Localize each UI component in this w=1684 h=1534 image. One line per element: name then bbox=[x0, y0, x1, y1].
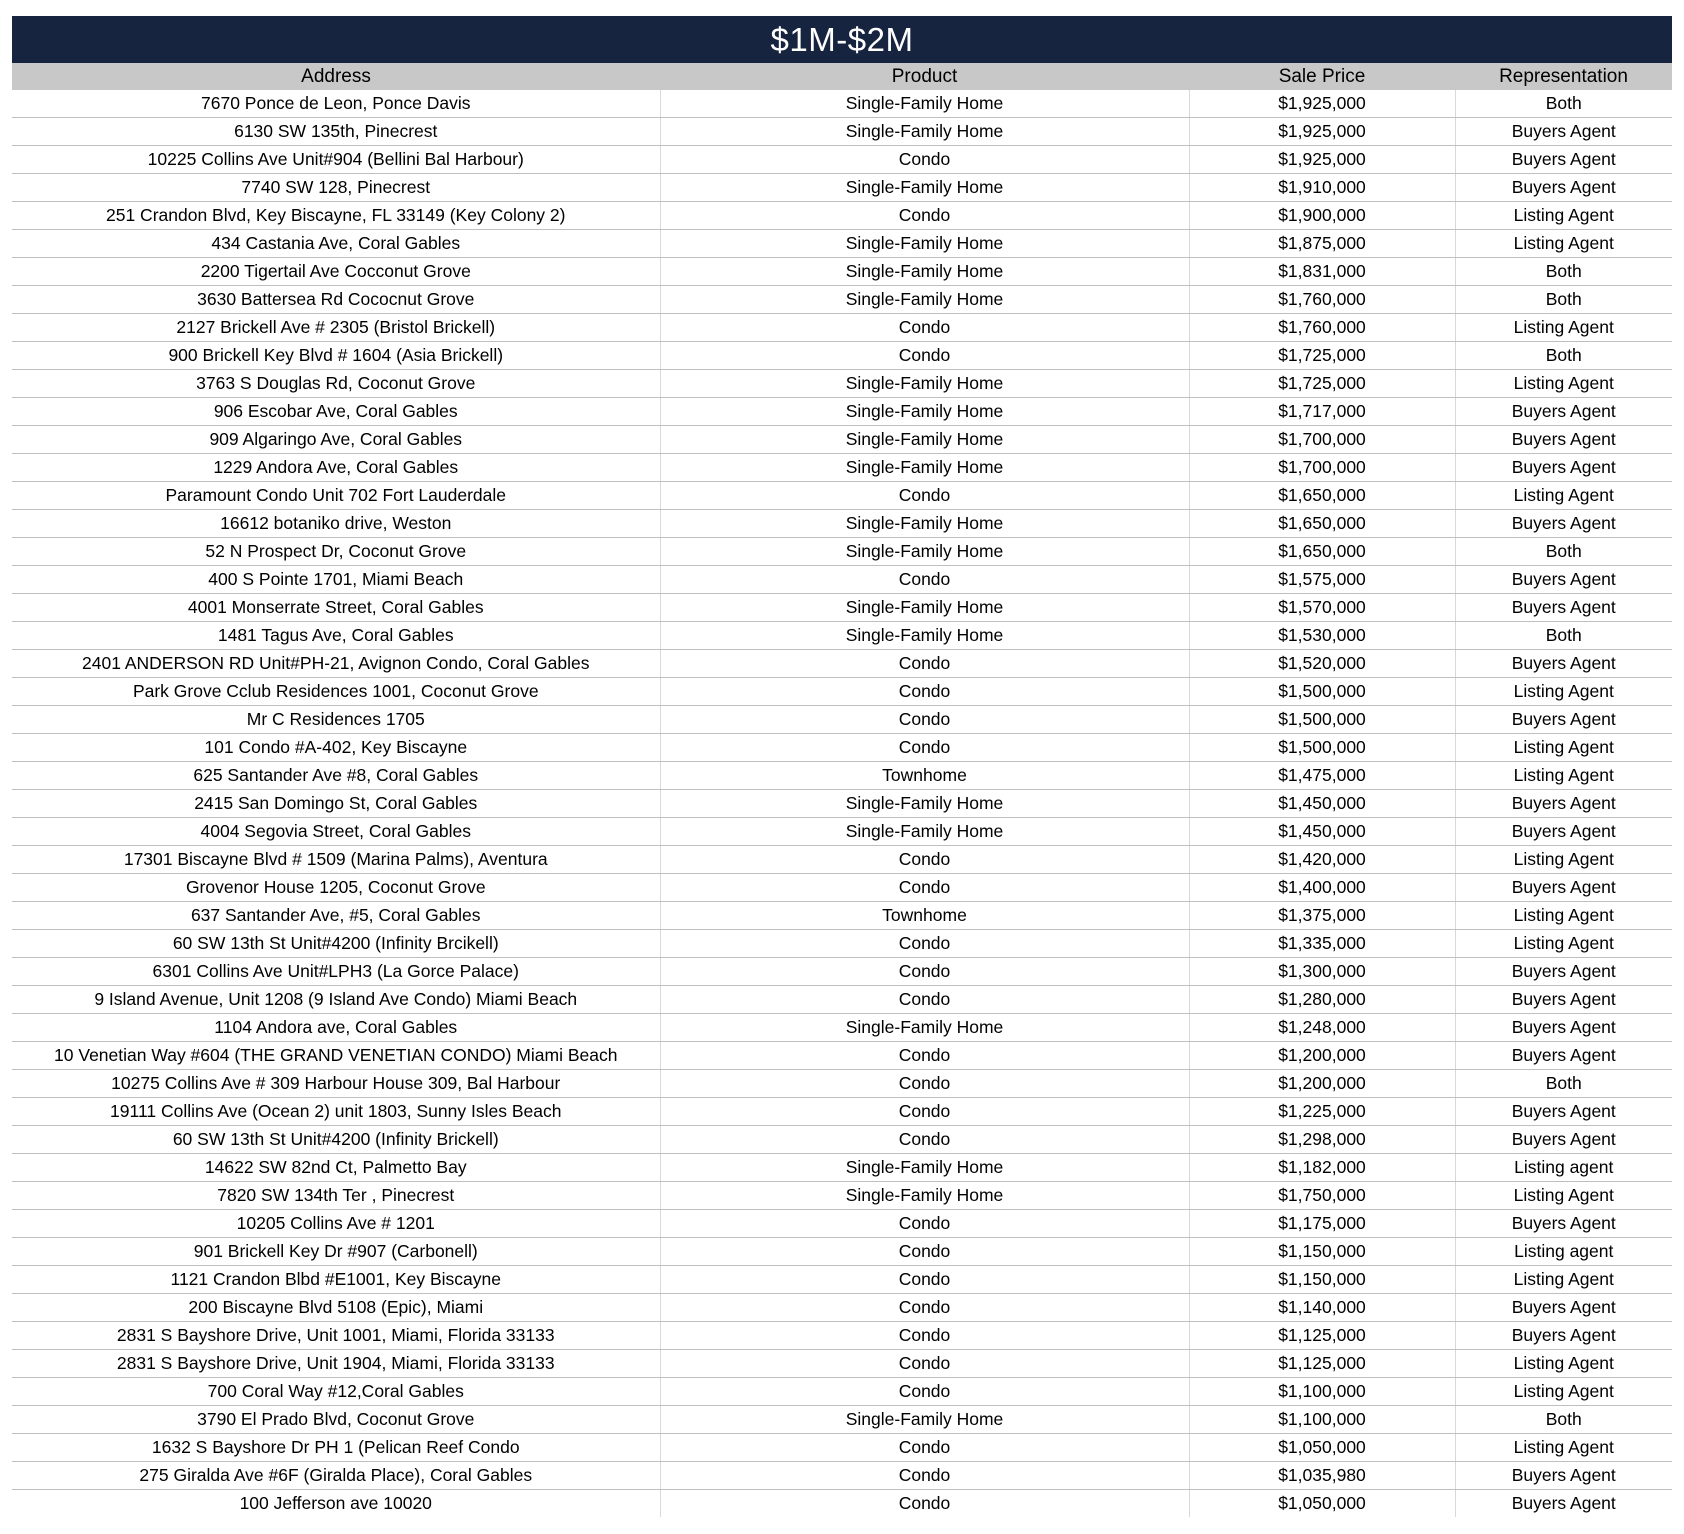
table-row bbox=[12, 454, 1672, 482]
cell-sale-price: $1,335,000 bbox=[1189, 930, 1455, 958]
cell-representation: Buyers Agent bbox=[1455, 146, 1672, 174]
cell-sale-price: $1,125,000 bbox=[1189, 1322, 1455, 1350]
cell-representation: Buyers Agent bbox=[1455, 510, 1672, 538]
table-row bbox=[12, 1378, 1672, 1406]
cell-sale-price: $1,700,000 bbox=[1189, 454, 1455, 482]
table-row bbox=[12, 1070, 1672, 1098]
cell-address: 6301 Collins Ave Unit#LPH3 (La Gorce Palace) bbox=[12, 958, 660, 986]
cell-product: Condo bbox=[660, 1126, 1189, 1154]
cell-product: Townhome bbox=[660, 762, 1189, 790]
table-row bbox=[12, 650, 1672, 678]
cell-representation: Listing agent bbox=[1455, 1154, 1672, 1182]
column-header-address: Address bbox=[12, 63, 660, 90]
cell-address: Park Grove Cclub Residences 1001, Coconut Grove bbox=[12, 678, 660, 706]
table-row bbox=[12, 1098, 1672, 1126]
table-row bbox=[12, 762, 1672, 790]
cell-product: Single-Family Home bbox=[660, 1182, 1189, 1210]
table-row bbox=[12, 846, 1672, 874]
cell-product: Single-Family Home bbox=[660, 538, 1189, 566]
cell-product: Condo bbox=[660, 1434, 1189, 1462]
cell-address: 6130 SW 135th, Pinecrest bbox=[12, 118, 660, 146]
cell-representation: Buyers Agent bbox=[1455, 1098, 1672, 1126]
cell-product: Condo bbox=[660, 482, 1189, 510]
cell-sale-price: $1,300,000 bbox=[1189, 958, 1455, 986]
cell-sale-price: $1,925,000 bbox=[1189, 90, 1455, 118]
table-row bbox=[12, 1406, 1672, 1434]
cell-product: Townhome bbox=[660, 902, 1189, 930]
cell-product: Single-Family Home bbox=[660, 594, 1189, 622]
cell-address: 2415 San Domingo St, Coral Gables bbox=[12, 790, 660, 818]
table-row bbox=[12, 90, 1672, 118]
cell-product: Condo bbox=[660, 566, 1189, 594]
cell-representation: Listing Agent bbox=[1455, 1434, 1672, 1462]
table-row bbox=[12, 510, 1672, 538]
cell-representation: Listing Agent bbox=[1455, 930, 1672, 958]
cell-address: 16612 botaniko drive, Weston bbox=[12, 510, 660, 538]
table-row bbox=[12, 790, 1672, 818]
cell-representation: Buyers Agent bbox=[1455, 1042, 1672, 1070]
cell-product: Condo bbox=[660, 1266, 1189, 1294]
cell-address: 10275 Collins Ave # 309 Harbour House 309, Bal Harbour bbox=[12, 1070, 660, 1098]
cell-address: 251 Crandon Blvd, Key Biscayne, FL 33149 (Key Colony 2) bbox=[12, 202, 660, 230]
cell-representation: Buyers Agent bbox=[1455, 1014, 1672, 1042]
cell-sale-price: $1,725,000 bbox=[1189, 342, 1455, 370]
cell-address: 10 Venetian Way #604 (THE GRAND VENETIAN CONDO) Miami Beach bbox=[12, 1042, 660, 1070]
cell-address: 275 Giralda Ave #6F (Giralda Place), Coral Gables bbox=[12, 1462, 660, 1490]
cell-representation: Buyers Agent bbox=[1455, 706, 1672, 734]
cell-address: 1104 Andora ave, Coral Gables bbox=[12, 1014, 660, 1042]
table-row bbox=[12, 678, 1672, 706]
cell-representation: Buyers Agent bbox=[1455, 594, 1672, 622]
cell-product: Condo bbox=[660, 1098, 1189, 1126]
table-row bbox=[12, 286, 1672, 314]
cell-sale-price: $1,831,000 bbox=[1189, 258, 1455, 286]
cell-product: Single-Family Home bbox=[660, 398, 1189, 426]
cell-sale-price: $1,760,000 bbox=[1189, 286, 1455, 314]
cell-product: Condo bbox=[660, 930, 1189, 958]
cell-representation: Listing Agent bbox=[1455, 1266, 1672, 1294]
cell-product: Condo bbox=[660, 1070, 1189, 1098]
cell-product: Condo bbox=[660, 202, 1189, 230]
cell-sale-price: $1,700,000 bbox=[1189, 426, 1455, 454]
cell-address: 10205 Collins Ave # 1201 bbox=[12, 1210, 660, 1238]
cell-representation: Both bbox=[1455, 1070, 1672, 1098]
cell-sale-price: $1,100,000 bbox=[1189, 1378, 1455, 1406]
table-row bbox=[12, 426, 1672, 454]
cell-representation: Listing Agent bbox=[1455, 1350, 1672, 1378]
cell-product: Condo bbox=[660, 1210, 1189, 1238]
cell-sale-price: $1,900,000 bbox=[1189, 202, 1455, 230]
cell-product: Condo bbox=[660, 986, 1189, 1014]
cell-sale-price: $1,420,000 bbox=[1189, 846, 1455, 874]
cell-product: Condo bbox=[660, 734, 1189, 762]
cell-sale-price: $1,050,000 bbox=[1189, 1434, 1455, 1462]
cell-representation: Listing Agent bbox=[1455, 370, 1672, 398]
cell-address: 4004 Segovia Street, Coral Gables bbox=[12, 818, 660, 846]
cell-representation: Buyers Agent bbox=[1455, 1210, 1672, 1238]
cell-sale-price: $1,225,000 bbox=[1189, 1098, 1455, 1126]
cell-address: 2401 ANDERSON RD Unit#PH-21, Avignon Condo, Coral Gables bbox=[12, 650, 660, 678]
cell-representation: Buyers Agent bbox=[1455, 118, 1672, 146]
cell-product: Single-Family Home bbox=[660, 90, 1189, 118]
table-row bbox=[12, 342, 1672, 370]
table-row bbox=[12, 314, 1672, 342]
cell-product: Condo bbox=[660, 846, 1189, 874]
cell-address: 906 Escobar Ave, Coral Gables bbox=[12, 398, 660, 426]
cell-address: 4001 Monserrate Street, Coral Gables bbox=[12, 594, 660, 622]
cell-sale-price: $1,200,000 bbox=[1189, 1042, 1455, 1070]
cell-product: Single-Family Home bbox=[660, 426, 1189, 454]
table-row bbox=[12, 594, 1672, 622]
cell-representation: Listing Agent bbox=[1455, 678, 1672, 706]
cell-sale-price: $1,500,000 bbox=[1189, 734, 1455, 762]
table-row bbox=[12, 1490, 1672, 1518]
cell-product: Condo bbox=[660, 1238, 1189, 1266]
cell-sale-price: $1,125,000 bbox=[1189, 1350, 1455, 1378]
cell-address: 10225 Collins Ave Unit#904 (Bellini Bal Harbour) bbox=[12, 146, 660, 174]
cell-sale-price: $1,500,000 bbox=[1189, 678, 1455, 706]
cell-sale-price: $1,175,000 bbox=[1189, 1210, 1455, 1238]
cell-product: Condo bbox=[660, 314, 1189, 342]
cell-product: Condo bbox=[660, 1462, 1189, 1490]
cell-representation: Listing Agent bbox=[1455, 1182, 1672, 1210]
cell-address: 909 Algaringo Ave, Coral Gables bbox=[12, 426, 660, 454]
cell-address: 19111 Collins Ave (Ocean 2) unit 1803, Sunny Isles Beach bbox=[12, 1098, 660, 1126]
cell-address: 900 Brickell Key Blvd # 1604 (Asia Brickell) bbox=[12, 342, 660, 370]
cell-address: 2127 Brickell Ave # 2305 (Bristol Brickell) bbox=[12, 314, 660, 342]
cell-representation: Listing Agent bbox=[1455, 846, 1672, 874]
cell-address: 637 Santander Ave, #5, Coral Gables bbox=[12, 902, 660, 930]
cell-sale-price: $1,450,000 bbox=[1189, 818, 1455, 846]
cell-sale-price: $1,650,000 bbox=[1189, 510, 1455, 538]
cell-address: 625 Santander Ave #8, Coral Gables bbox=[12, 762, 660, 790]
table-row bbox=[12, 1042, 1672, 1070]
table-row bbox=[12, 902, 1672, 930]
cell-sale-price: $1,717,000 bbox=[1189, 398, 1455, 426]
cell-sale-price: $1,875,000 bbox=[1189, 230, 1455, 258]
table-row bbox=[12, 1350, 1672, 1378]
cell-address: 2200 Tigertail Ave Cocconut Grove bbox=[12, 258, 660, 286]
cell-address: 14622 SW 82nd Ct, Palmetto Bay bbox=[12, 1154, 660, 1182]
cell-representation: Both bbox=[1455, 286, 1672, 314]
cell-sale-price: $1,760,000 bbox=[1189, 314, 1455, 342]
cell-address: 7670 Ponce de Leon, Ponce Davis bbox=[12, 90, 660, 118]
cell-representation: Buyers Agent bbox=[1455, 958, 1672, 986]
cell-sale-price: $1,375,000 bbox=[1189, 902, 1455, 930]
cell-product: Single-Family Home bbox=[660, 230, 1189, 258]
cell-product: Condo bbox=[660, 1042, 1189, 1070]
cell-representation: Both bbox=[1455, 342, 1672, 370]
cell-sale-price: $1,575,000 bbox=[1189, 566, 1455, 594]
cell-representation: Buyers Agent bbox=[1455, 1126, 1672, 1154]
cell-sale-price: $1,140,000 bbox=[1189, 1294, 1455, 1322]
cell-product: Condo bbox=[660, 706, 1189, 734]
table-row bbox=[12, 538, 1672, 566]
cell-sale-price: $1,650,000 bbox=[1189, 482, 1455, 510]
header-row bbox=[12, 63, 1672, 90]
cell-sale-price: $1,530,000 bbox=[1189, 622, 1455, 650]
cell-sale-price: $1,570,000 bbox=[1189, 594, 1455, 622]
table-row bbox=[12, 1266, 1672, 1294]
cell-product: Condo bbox=[660, 1378, 1189, 1406]
cell-product: Single-Family Home bbox=[660, 510, 1189, 538]
cell-sale-price: $1,910,000 bbox=[1189, 174, 1455, 202]
cell-representation: Both bbox=[1455, 258, 1672, 286]
table-row bbox=[12, 706, 1672, 734]
cell-product: Condo bbox=[660, 1350, 1189, 1378]
cell-product: Single-Family Home bbox=[660, 818, 1189, 846]
cell-product: Single-Family Home bbox=[660, 454, 1189, 482]
cell-representation: Buyers Agent bbox=[1455, 426, 1672, 454]
table-row bbox=[12, 118, 1672, 146]
table-row bbox=[12, 146, 1672, 174]
cell-sale-price: $1,650,000 bbox=[1189, 538, 1455, 566]
table-row bbox=[12, 230, 1672, 258]
cell-address: 17301 Biscayne Blvd # 1509 (Marina Palms), Aventura bbox=[12, 846, 660, 874]
table-row bbox=[12, 1182, 1672, 1210]
cell-sale-price: $1,100,000 bbox=[1189, 1406, 1455, 1434]
cell-product: Condo bbox=[660, 958, 1189, 986]
table-row bbox=[12, 174, 1672, 202]
cell-address: 1229 Andora Ave, Coral Gables bbox=[12, 454, 660, 482]
cell-sale-price: $1,182,000 bbox=[1189, 1154, 1455, 1182]
cell-representation: Buyers Agent bbox=[1455, 1294, 1672, 1322]
cell-product: Condo bbox=[660, 650, 1189, 678]
cell-sale-price: $1,450,000 bbox=[1189, 790, 1455, 818]
cell-address: 3790 El Prado Blvd, Coconut Grove bbox=[12, 1406, 660, 1434]
cell-sale-price: $1,050,000 bbox=[1189, 1490, 1455, 1518]
table-row bbox=[12, 930, 1672, 958]
cell-sale-price: $1,520,000 bbox=[1189, 650, 1455, 678]
cell-representation: Listing Agent bbox=[1455, 230, 1672, 258]
cell-representation: Buyers Agent bbox=[1455, 1322, 1672, 1350]
cell-sale-price: $1,500,000 bbox=[1189, 706, 1455, 734]
cell-product: Condo bbox=[660, 1490, 1189, 1518]
table-row bbox=[12, 818, 1672, 846]
table-row bbox=[12, 874, 1672, 902]
cell-representation: Buyers Agent bbox=[1511, 1493, 1616, 1513]
column-header-representation: Representation bbox=[1455, 63, 1672, 90]
table-row bbox=[12, 958, 1672, 986]
cell-product: Single-Family Home bbox=[660, 1014, 1189, 1042]
cell-address: 100 Jefferson ave 10020 bbox=[12, 1490, 660, 1518]
table-row bbox=[12, 1126, 1672, 1154]
cell-representation: Listing Agent bbox=[1455, 482, 1672, 510]
cell-sale-price: $1,280,000 bbox=[1189, 986, 1455, 1014]
table-row bbox=[12, 482, 1672, 510]
cell-representation: Buyers Agent bbox=[1455, 874, 1672, 902]
cell-address: 101 Condo #A-402, Key Biscayne bbox=[12, 734, 660, 762]
cell-product: Single-Family Home bbox=[660, 1406, 1189, 1434]
cell-representation: Listing Agent bbox=[1455, 1378, 1672, 1406]
cell-product: Condo bbox=[660, 874, 1189, 902]
cell-product: Single-Family Home bbox=[660, 174, 1189, 202]
cell-representation: Buyers Agent bbox=[1455, 986, 1672, 1014]
cell-address: Mr C Residences 1705 bbox=[12, 706, 660, 734]
cell-address: Paramount Condo Unit 702 Fort Lauderdale bbox=[12, 482, 660, 510]
table-row bbox=[12, 1434, 1672, 1462]
cell-address: 52 N Prospect Dr, Coconut Grove bbox=[12, 538, 660, 566]
cell-sale-price: $1,925,000 bbox=[1189, 118, 1455, 146]
cell-sale-price: $1,725,000 bbox=[1189, 370, 1455, 398]
cell-representation: Buyers Agent bbox=[1455, 818, 1672, 846]
table-row bbox=[12, 370, 1672, 398]
cell-sale-price: $1,150,000 bbox=[1189, 1238, 1455, 1266]
cell-product: Single-Family Home bbox=[660, 790, 1189, 818]
table-row bbox=[12, 1014, 1672, 1042]
table-row bbox=[12, 566, 1672, 594]
cell-representation: Both bbox=[1455, 622, 1672, 650]
table-row bbox=[12, 986, 1672, 1014]
cell-address: 2831 S Bayshore Drive, Unit 1904, Miami, Florida 33133 bbox=[12, 1350, 660, 1378]
cell-sale-price: $1,925,000 bbox=[1189, 146, 1455, 174]
column-header-sale-price: Sale Price bbox=[1189, 63, 1455, 90]
cell-representation: Listing Agent bbox=[1455, 734, 1672, 762]
cell-product: Single-Family Home bbox=[660, 286, 1189, 314]
cell-representation: Buyers Agent bbox=[1455, 454, 1672, 482]
cell-representation: Buyers Agent bbox=[1455, 174, 1672, 202]
table-row bbox=[12, 1462, 1672, 1490]
cell-representation: Listing Agent bbox=[1455, 762, 1672, 790]
cell-address: 9 Island Avenue, Unit 1208 (9 Island Ave Condo) Miami Beach bbox=[12, 986, 660, 1014]
cell-address: 200 Biscayne Blvd 5108 (Epic), Miami bbox=[12, 1294, 660, 1322]
cell-product: Single-Family Home bbox=[660, 118, 1189, 146]
cell-representation: Listing agent bbox=[1455, 1238, 1672, 1266]
cell-product: Condo bbox=[660, 146, 1189, 174]
cell-sale-price: $1,200,000 bbox=[1189, 1070, 1455, 1098]
table-row bbox=[12, 622, 1672, 650]
cell-representation: Listing Agent bbox=[1455, 202, 1672, 230]
cell-representation: Buyers Agent bbox=[1455, 398, 1672, 426]
cell-product: Single-Family Home bbox=[660, 258, 1189, 286]
table-row bbox=[12, 734, 1672, 762]
cell-sale-price: $1,248,000 bbox=[1189, 1014, 1455, 1042]
cell-address: 7820 SW 134th Ter , Pinecrest bbox=[12, 1182, 660, 1210]
cell-sale-price: $1,400,000 bbox=[1189, 874, 1455, 902]
column-header-product: Product bbox=[660, 63, 1189, 90]
cell-representation: Buyers Agent bbox=[1455, 1462, 1672, 1490]
cell-sale-price: $1,298,000 bbox=[1189, 1126, 1455, 1154]
cell-representation: Buyers Agent bbox=[1455, 650, 1672, 678]
cell-address: 1121 Crandon Blbd #E1001, Key Biscayne bbox=[12, 1266, 660, 1294]
cell-product: Single-Family Home bbox=[660, 370, 1189, 398]
cell-representation: Listing Agent bbox=[1455, 902, 1672, 930]
cell-address: 60 SW 13th St Unit#4200 (Infinity Brickell) bbox=[12, 1126, 660, 1154]
table-row bbox=[12, 202, 1672, 230]
cell-address: 400 S Pointe 1701, Miami Beach bbox=[12, 566, 660, 594]
table-row bbox=[12, 258, 1672, 286]
cell-address: 434 Castania Ave, Coral Gables bbox=[12, 230, 660, 258]
cell-product: Single-Family Home bbox=[660, 622, 1189, 650]
table-row bbox=[12, 1154, 1672, 1182]
sheet-title: $1M-$2M bbox=[12, 16, 1672, 63]
cell-sale-price: $1,035,980 bbox=[1189, 1462, 1455, 1490]
cell-address: 2831 S Bayshore Drive, Unit 1001, Miami, Florida 33133 bbox=[12, 1322, 660, 1350]
table-body bbox=[12, 90, 1672, 1517]
cell-address: 700 Coral Way #12,Coral Gables bbox=[12, 1378, 660, 1406]
cell-representation: Listing Agent bbox=[1455, 314, 1672, 342]
cell-address: Grovenor House 1205, Coconut Grove bbox=[12, 874, 660, 902]
cell-sale-price: $1,150,000 bbox=[1189, 1266, 1455, 1294]
cell-address: 3630 Battersea Rd Cococnut Grove bbox=[12, 286, 660, 314]
cell-address: 1632 S Bayshore Dr PH 1 (Pelican Reef Condo bbox=[12, 1434, 660, 1462]
cell-product: Condo bbox=[660, 342, 1189, 370]
cell-sale-price: $1,750,000 bbox=[1189, 1182, 1455, 1210]
cell-product: Single-Family Home bbox=[660, 1154, 1189, 1182]
cell-representation: Both bbox=[1455, 538, 1672, 566]
cell-address: 901 Brickell Key Dr #907 (Carbonell) bbox=[12, 1238, 660, 1266]
cell-product: Condo bbox=[660, 678, 1189, 706]
cell-address: 60 SW 13th St Unit#4200 (Infinity Brcikell) bbox=[12, 930, 660, 958]
sales-table bbox=[12, 63, 1672, 1517]
table-row bbox=[12, 1322, 1672, 1350]
cell-product: Condo bbox=[660, 1294, 1189, 1322]
cell-representation: Both bbox=[1455, 90, 1672, 118]
sales-sheet bbox=[12, 16, 1672, 1517]
cell-address: 1481 Tagus Ave, Coral Gables bbox=[12, 622, 660, 650]
cell-product: Condo bbox=[660, 1322, 1189, 1350]
table-row bbox=[12, 1294, 1672, 1322]
cell-address: 3763 S Douglas Rd, Coconut Grove bbox=[12, 370, 660, 398]
table-row bbox=[12, 1238, 1672, 1266]
cell-address: 7740 SW 128, Pinecrest bbox=[12, 174, 660, 202]
table-row bbox=[12, 1210, 1672, 1238]
cell-sale-price: $1,475,000 bbox=[1189, 762, 1455, 790]
cell-representation: Buyers Agent bbox=[1455, 790, 1672, 818]
cell-representation: Buyers Agent bbox=[1455, 566, 1672, 594]
table-row bbox=[12, 398, 1672, 426]
cell-representation: Both bbox=[1455, 1406, 1672, 1434]
